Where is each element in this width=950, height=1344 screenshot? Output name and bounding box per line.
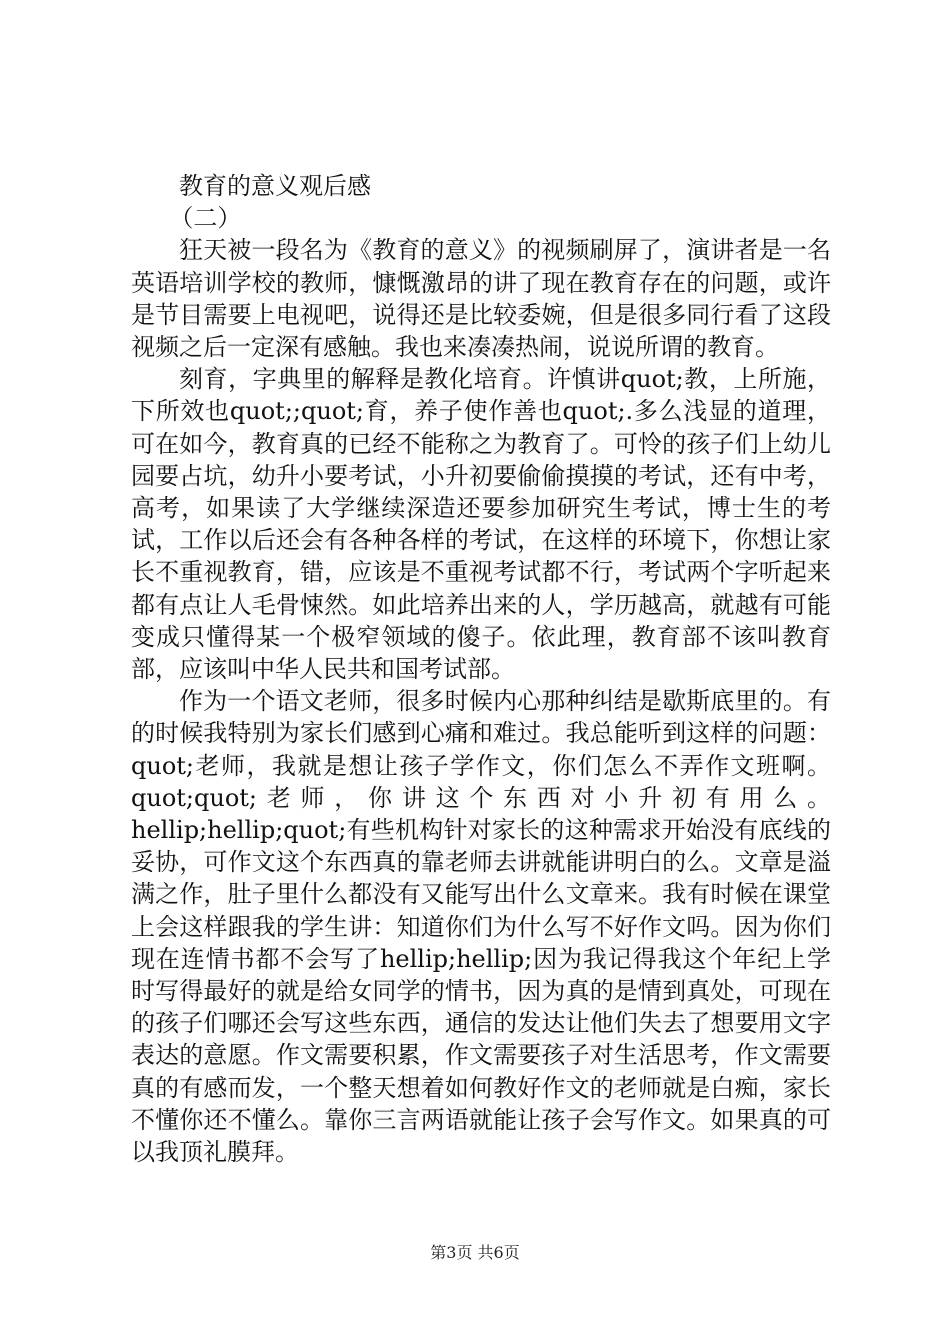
- paragraph-1: 狂天被一段名为《教育的意义》的视频刷屏了，演讲者是一名英语培训学校的教师，慷慨激昂的讲了现在教育存在的问题，或许是节目需要上电视吧，说得还是比较委婉，但是很多同行看了这段视频之后一定深有感触。我也来凑凑热闹，说说所谓的教育。: [131, 236, 831, 362]
- paragraph-3: 作为一个语文老师，很多时候内心那种纠结是歇斯底里的。有的时候我特别为家长们感到心痛和难过。我总能听到这样的问题：quot;老师，我就是想让孩子学作文，你们怎么不弄作文班啊。quot;quot;老师，你讲这个东西对小升初有用么。hellip;hellip;quot;有些机构针对家长的这种需求开始没有底线的妥协，可作文这个东西真的靠老师去讲就能讲明白的么。文章是溢满之作，肚子里什么都没有又能写出什么文章来。我有时候在课堂上会这样跟我的学生讲：知道你们为什么写不好作文吗。因为你们现在连情书都不会写了hellip;hellip;因为我记得我这个年纪上学时写得最好的就是给女同学的情书，因为真的是情到真处，可现在的孩子们哪还会写这些东西，通信的发达让他们失去了想要用文字表达的意愿。作文需要积累，作文需要孩子对生活思考，作文需要真的有感而发，一个整天想着如何教好作文的老师就是白痴，家长不懂你还不懂么。靠你三言两语就能让孩子会写作文。如果真的可以我顶礼膜拜。: [131, 687, 831, 1167]
- document-subtitle: （二）: [169, 204, 242, 233]
- document-title: 教育的意义观后感: [179, 172, 371, 200]
- document-body: [131, 170, 831, 1168]
- page-number-footer: 第3页 共6页: [430, 1243, 520, 1262]
- paragraph-2: 刻育，字典里的解释是教化培育。许慎讲quot;教，上所施，下所效也quot;;quot;育，养子使作善也quot;.多么浅显的道理，可在如今，教育真的已经不能称之为教育了。可怜的孩子们上幼儿园要占坑，幼升小要考试，小升初要偷偷摸摸的考试，还有中考，高考，如果读了大学继续深造还要参加研究生考试，博士生的考试，工作以后还会有各种各样的考试，在这样的环境下，你想让家长不重视教育，错，应该是不重视考试都不行，考试两个字听起来都有点让人毛骨悚然。如此培养出来的人，学历越高，就越有可能变成只懂得某一个极窄领域的傻子。依此理，教育部不该叫教育部，应该叫中华人民共和国考试部。: [131, 365, 831, 684]
